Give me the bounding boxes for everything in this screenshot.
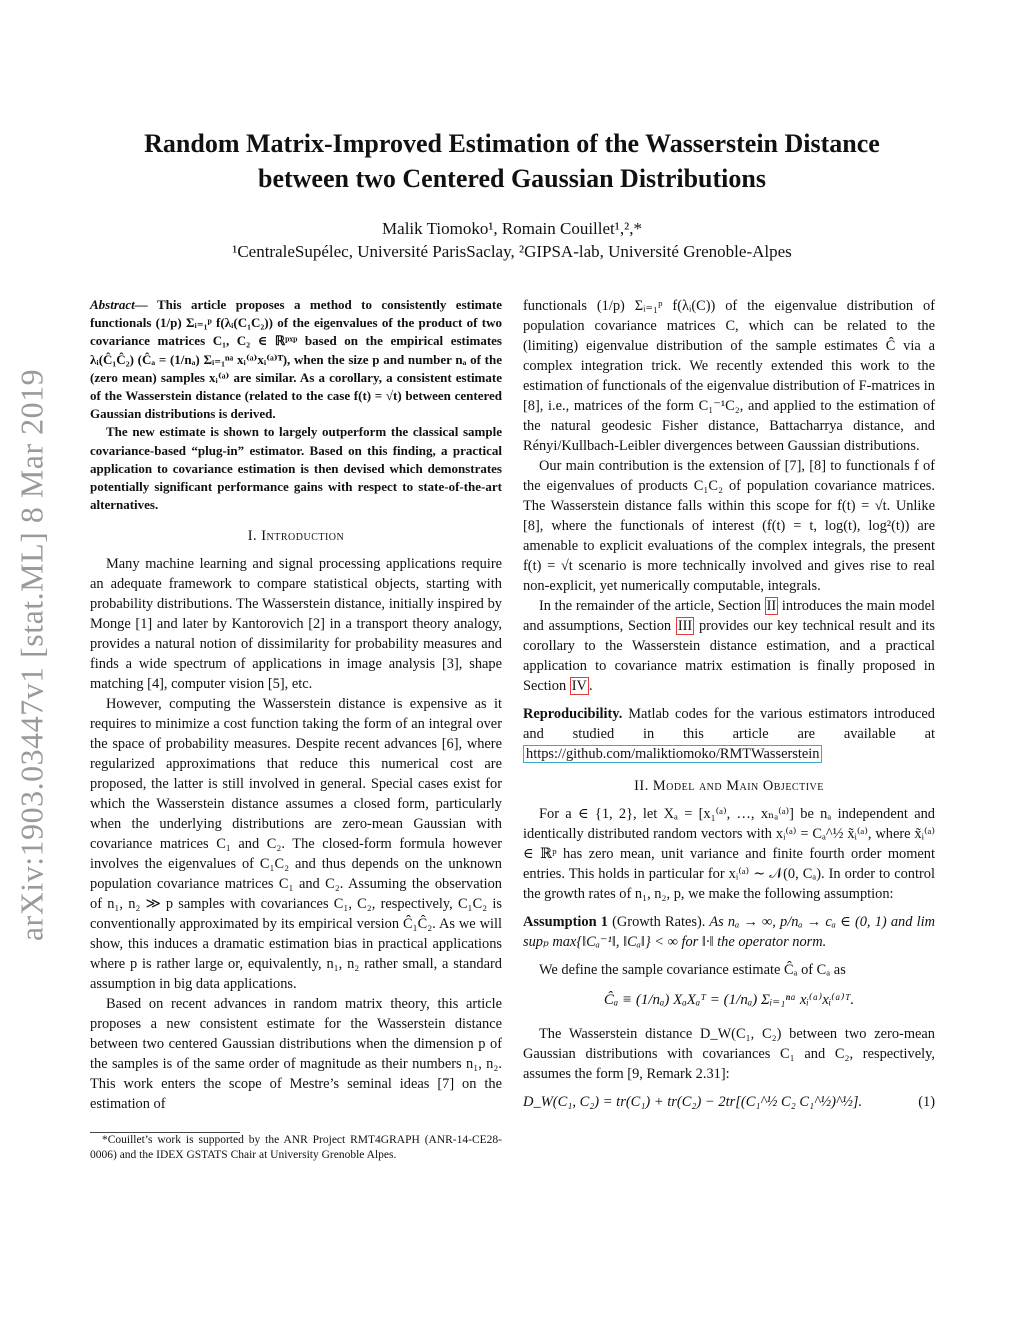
author-block: [80, 217, 944, 263]
assumption-label: Assumption 1: [523, 914, 608, 930]
sample-cov-intro: We define the sample covariance estimate Ĉₐ of Cₐ as: [539, 962, 846, 978]
assumption-text: As nₐ → ∞, p/nₐ → cₐ ∈ (0, 1) and lim supₚ max{‖Cₐ⁻¹‖, ‖Cₐ‖} < ∞ for ‖·‖ the operator norm.: [523, 914, 935, 950]
roadmap-text-a: In the remainder of the article, Section: [539, 598, 765, 614]
roadmap-text-b: introduces the main model and assumptions, Section: [523, 598, 935, 634]
abstract: [90, 296, 502, 514]
model-paragraph: For a ∈ {1, 2}, let Xₐ = [x₁⁽ᵃ⁾, …, xₙₐ⁽ᵃ⁾] be nₐ independent and identically distributed random vectors with xᵢ⁽ᵃ⁾ = Cₐ^½ x̃ᵢ⁽ᵃ⁾, where x̃ᵢ⁽ᵃ⁾ ∈ ℝᵖ has zero mean, unit variance and finite fourth order moment entries. This holds in particular for xᵢ⁽ᵃ⁾ ∼ 𝒩(0, Cₐ). In order to control the growth rates of n₁, n₂, p, we make the following assumption:: [523, 806, 935, 902]
abstract-text-1: This article proposes a method to consistently estimate functionals (1/p) Σᵢ₌₁ᵖ f(λᵢ(C₁C₂)) of the eigenvalues of the product of two covariance matrices C₁, C₂ ∈ ℝᵖˣᵖ based on the empirical estimates λᵢ(Ĉ₁Ĉ₂) (Ĉₐ = (1/nₐ) Σᵢ₌₁ⁿᵃ xᵢ⁽ᵃ⁾xᵢ⁽ᵃ⁾ᵀ), when the size p and number nₐ of the (zero mean) samples xᵢ⁽ᵃ⁾ are similar. As a corollary, a consistent estimate of the Wasserstein distance (related to the case f(t) = √t) between centered Gaussian distributions is derived.: [90, 297, 503, 422]
reproducibility-text: Matlab codes for the various estimators introduced and studied in this article are available at: [523, 706, 935, 742]
intro-paragraph-3: Based on recent advances in random matrix theory, this article proposes a new consistent estimate for the Wasserstein distance between two centered Gaussian distributions when the dimension p of the samples is of the same order of magnitude as their numbers n₁, n₂. This work enters the scope of Mestre’s seminal ideas [7] on the estimation of: [90, 996, 502, 1113]
equation-number: (1): [918, 1094, 935, 1110]
author-affiliations: ¹CentraleSupélec, Université ParisSaclay, ²GIPSA-lab, Université Grenoble-Alpes: [232, 242, 792, 261]
section-heading-model: II. Model and Main Objective: [634, 778, 824, 794]
assumption-title: (Growth Rates).: [607, 914, 706, 930]
paper-title: [80, 126, 944, 196]
reproducibility-label: Reproducibility.: [523, 706, 623, 722]
right-paragraph-1: functionals (1/p) Σᵢ₌₁ᵖ f(λᵢ(C)) of the eigenvalue distribution of population covariance matrices C, which can be related to the (limiting) eigenvalue distribution of the sample estimates Ĉ via a complex integration trick. We recently extended this work to the estimation of functionals of the eigenvalue distribution of F-matrices in [8], i.e., matrices of the form C₁⁻¹C₂, and applied to the estimation of the natural geodesic Fisher distance, Battacharrya distance, and Rényi/Kullbach-Leibler divergences between Gaussian distributions.: [523, 298, 935, 454]
section-heading-introduction: I. Introduction: [247, 528, 345, 545]
wasserstein-intro: The Wasserstein distance D_W(C₁, C₂) between two zero-mean Gaussian distributions with covariances C₁ and C₂, respectively, assumes the form [9, Remark 2.31]:: [523, 1026, 935, 1082]
roadmap-text-c: provides our key technical result and its corollary to the Wasserstein distance estimation, and a practical application to covariance matrix estimation is finally proposed in Section: [523, 618, 936, 694]
wasserstein-equation-row: [523, 1092, 935, 1112]
section-ref-IV-link[interactable]: IV: [571, 678, 587, 694]
section-ref-III-link[interactable]: III: [677, 618, 693, 634]
github-link[interactable]: https://github.com/maliktiomoko/RMTWasserstein: [523, 745, 822, 763]
arxiv-identifier-text: arXiv:1903.03447v1 [stat.ML] 8 Mar 2019: [13, 368, 50, 942]
left-column: [90, 296, 502, 1163]
intro-paragraph-1: Many machine learning and signal processing applications require an adequate framework to compare statistical objects, starting with probability distributions. The Wasserstein distance, initially inspired by Monge [1] and later by Kantorovich [2] in a transport theory analogy, provides a natural notion of dissimilarity for probability measures and finds a wide spectrum of applications in image analysis [3], shape matching [4], computer vision [5], etc.: [90, 556, 502, 693]
right-paragraph-2: Our main contribution is the extension of [7], [8] to functionals f of the eigenvalues of products C₁C₂ of population covariance matrices. The Wasserstein distance falls within this scope for f(t) = √t. Unlike [8], where the functionals of interest (f(t) = t, log(t), log²(t)) are amenable to explicit evaluations of the complex integrals, the present f(t) = √t scenario is more technically involved and gives rise to real non-explicit, yet numerically computable, integrals.: [523, 458, 935, 594]
funding-footnote: *Couillet’s work is supported by the ANR Project RMT4GRAPH (ANR-14-CE28-0006) and the IDEX GSTATS Chair at University Grenoble Alpes.: [90, 1134, 502, 1162]
abstract-paragraph-2: The new estimate is shown to largely outperform the classical sample covariance-based “plug-in” estimator. Based on this finding, a practical application to covariance estimation is then devised which demonstrates potentially significant performance gains with respect to state-of-the-art alternatives.: [90, 424, 502, 513]
roadmap-text-d: .: [588, 678, 593, 694]
author-names: Malik Tiomoko¹, Romain Couillet¹,²,*: [382, 219, 642, 238]
intro-paragraph-2: However, computing the Wasserstein distance is expensive as it requires to minimize a cost function taking the form of an integral over the space of probability measures. Despite recent advances [6], where regularized approximations that reduce this numerical cost are proposed, the latter is still involved in general. Special cases exist for which the Wasserstein distance assumes a closed form, particularly when the underlying distributions are zero-mean Gaussian with covariance matrices C₁ and C₂. The closed-form formula however involves the eigenvalues of C₁C₂ and thus depends on the unknown population covariance matrices C₁ and C₂. Assuming the observation of n₁, n₂ ≫ p samples with covariances C₁, C₂, respectively, C₁C₂ is conventionally approximated by its empirical version Ĉ₁Ĉ₂. As we will show, this induces a dramatic estimation bias in practical applications where p is rather large or, equivalently, n₁, n₂ rather small, a standard assumption in big data applications.: [90, 696, 502, 993]
wasserstein-equation: D_W(C₁, C₂) = tr(C₁) + tr(C₂) − 2tr[(C₁^½ C₂ C₁^½)^½].: [523, 1094, 863, 1110]
abstract-label: Abstract—: [90, 297, 148, 312]
title-line-1: Random Matrix-Improved Estimation of the Wasserstein Distance: [144, 129, 880, 158]
right-column: [523, 296, 935, 1112]
abstract-paragraph-1: [90, 296, 502, 423]
assumption-1: [523, 912, 935, 952]
arxiv-identifier: [8, 350, 56, 960]
right-paragraph-3: [523, 596, 935, 696]
reproducibility-paragraph: [523, 704, 935, 764]
sample-covariance-equation: Ĉₐ ≡ (1/nₐ) XₐXₐᵀ = (1/nₐ) Σᵢ₌₁ⁿᵃ xᵢ⁽ᵃ⁾xᵢ⁽ᵃ⁾ᵀ.: [603, 992, 855, 1008]
section-ref-II-link[interactable]: II: [766, 598, 777, 614]
title-line-2: between two Centered Gaussian Distributions: [258, 164, 766, 193]
